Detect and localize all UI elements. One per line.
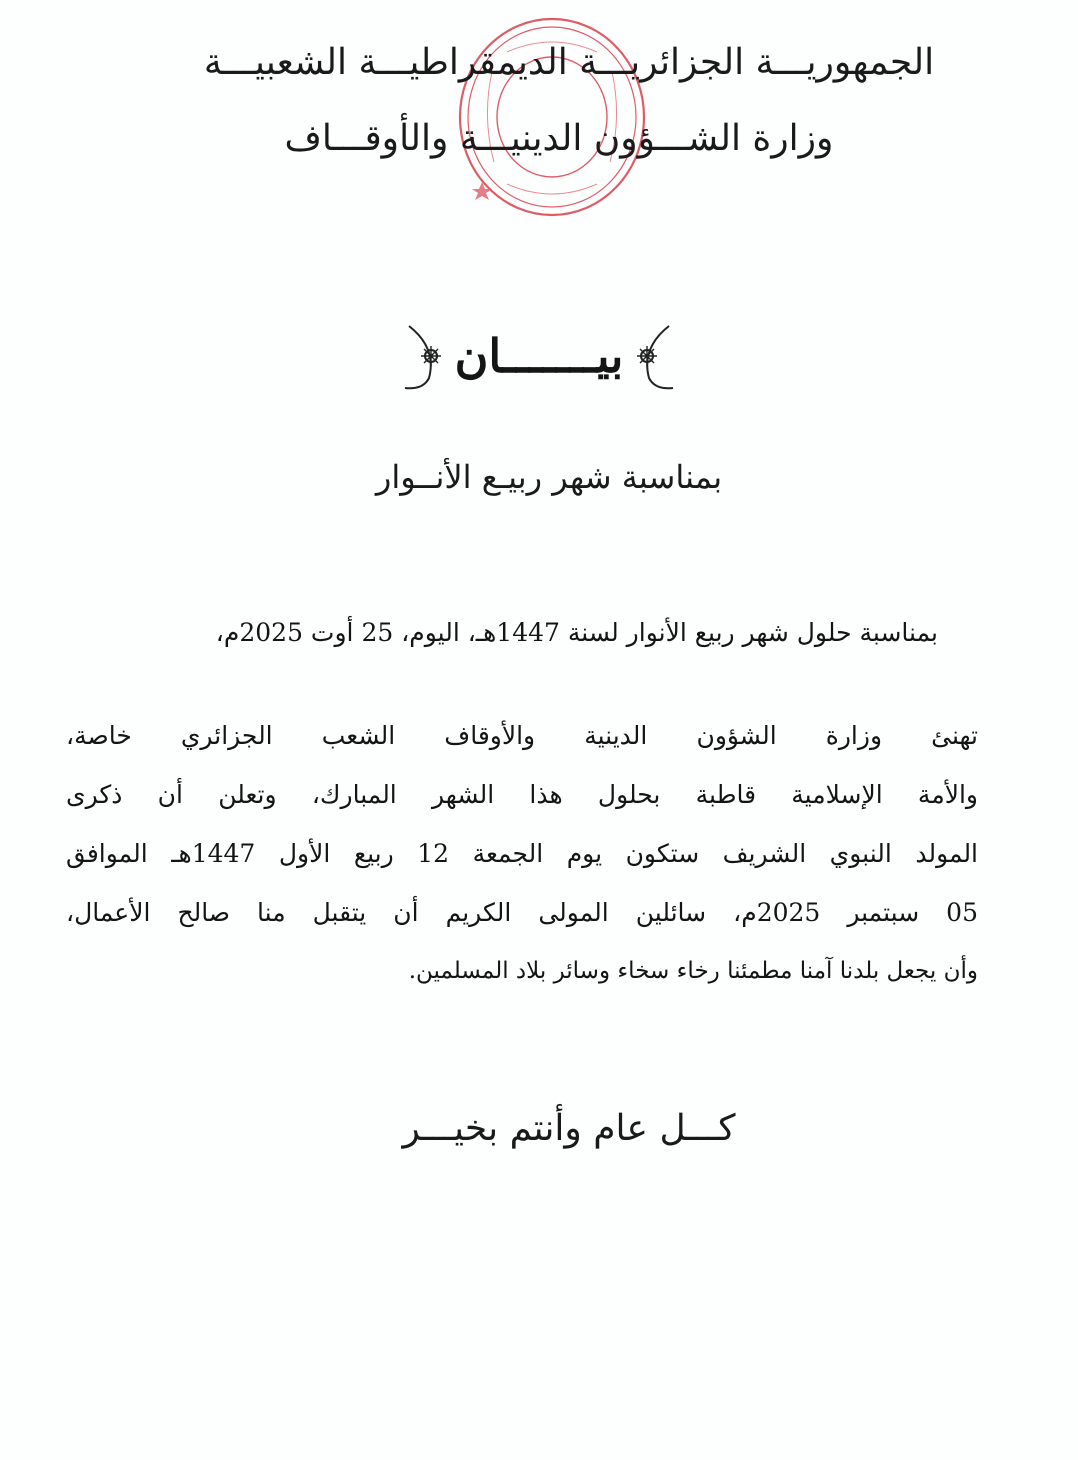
- ministry-heading: وزارة الشـــؤون الدينيـــة والأوقـــاف: [284, 118, 834, 159]
- paragraph-line: وأن يجعل بلدنا آمنا مطمئنا رخاء سخاء وسائر بلاد المسلمين.: [408, 958, 978, 984]
- ornament-left-icon: [629, 318, 687, 394]
- statement-title-block: [0, 318, 1078, 394]
- statement-paragraph: [66, 706, 978, 1001]
- paragraph-line: والأمة الإسلامية قاطبة بحلول هذا الشهر المبارك، وتعلن أن ذكرى: [66, 780, 978, 809]
- statement-subtitle: بمناسبة شهر ربيـع الأنــوار: [375, 458, 723, 496]
- paragraph-line: 05 سبتمبر 2025م، سائلين المولى الكريم أن يتقبل منا صالح الأعمال،: [66, 898, 978, 927]
- closing-greeting: كـــل عام وأنتم بخيـــر: [402, 1108, 736, 1149]
- paragraph-line: المولد النبوي الشريف ستكون يوم الجمعة 12 ربيع الأول 1447هـ الموافق: [66, 839, 979, 868]
- statement-title: بيـــــــان: [454, 329, 624, 383]
- republic-heading: الجمهوريـــة الجزائريـــة الديمقراطيـــة الشعبيـــة: [203, 42, 935, 83]
- intro-line: بمناسبة حلول شهر ربيع الأنوار لسنة 1447هـ، اليوم، 25 أوت 2025م،: [215, 618, 938, 647]
- paragraph-line: تهنئ وزارة الشؤون الدينية والأوقاف الشعب الجزائري خاصة،: [66, 721, 978, 750]
- ornament-right-icon: [391, 318, 449, 394]
